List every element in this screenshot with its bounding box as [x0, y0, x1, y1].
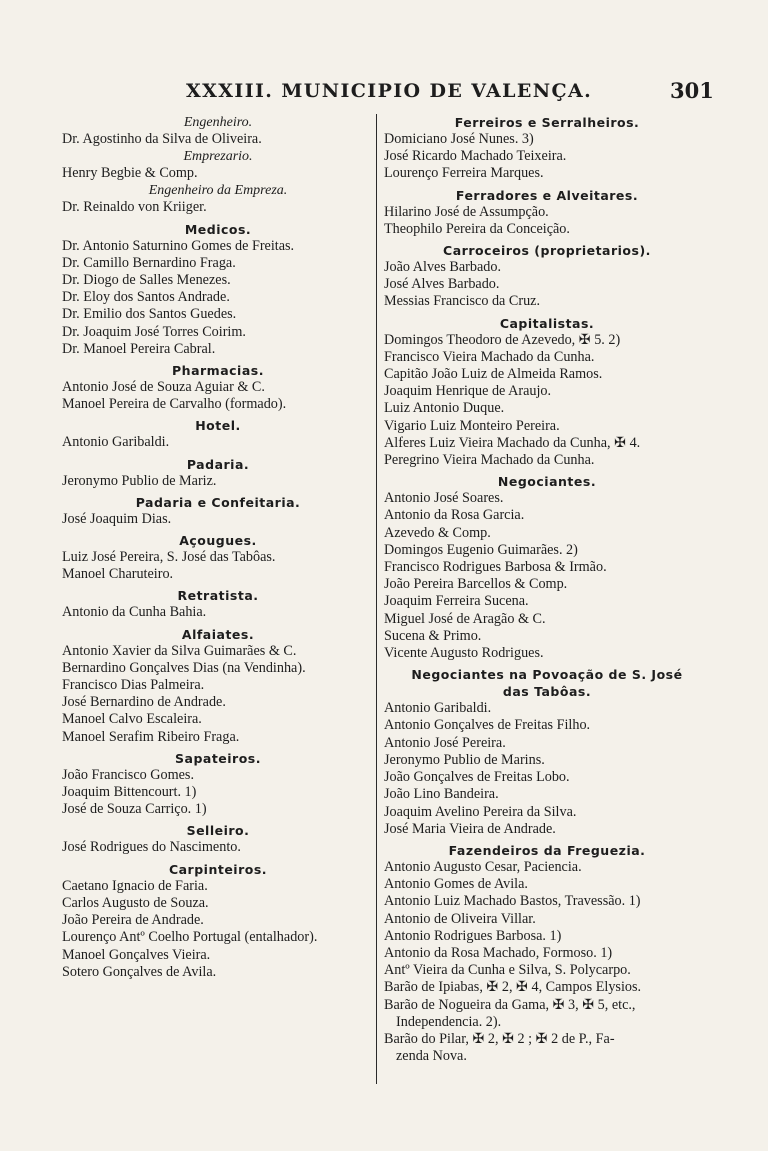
list-item: Francisco Rodrigues Barbosa & Irmão.: [384, 559, 607, 576]
section-heading-continued: das Tabôas.: [502, 684, 592, 700]
list-item: José de Souza Carriço. 1): [62, 801, 207, 818]
section-retratista: [62, 587, 374, 621]
list-item: Joaquim Avelino Pereira da Silva.: [384, 803, 577, 820]
list-item: Antonio Augusto Cesar, Paciencia.: [384, 858, 582, 875]
list-item: Messias Francisco da Cruz.: [384, 293, 541, 310]
list-item-continued: zenda Nova.: [396, 1048, 467, 1065]
list-item: Dr. Agostinho da Silva de Oliveira.: [62, 131, 262, 147]
list-item: Luiz José Pereira, S. José das Tabôas.: [62, 549, 276, 566]
list-item: Luiz Antonio Duque.: [384, 400, 505, 417]
list-item: Antonio José de Souza Aguiar & C.: [62, 379, 265, 396]
list-item: João Francisco Gomes.: [62, 766, 194, 783]
list-item: Caetano Ignacio de Faria.: [62, 877, 208, 894]
section-ferradores: [384, 187, 710, 238]
section-capitalistas: [384, 315, 710, 470]
list-item: João Lino Bandeira.: [384, 786, 499, 803]
list-item: Alferes Luiz Vieira Machado da Cunha, ✠ 4.: [384, 434, 641, 451]
list-item: João Alves Barbado.: [384, 259, 502, 276]
section-negociantes: [384, 473, 710, 662]
list-item: Antonio Rodrigues Barbosa. 1): [384, 927, 562, 944]
list-item: Antonio Garibaldi.: [384, 700, 492, 717]
section-heading: Pharmacias.: [172, 363, 264, 379]
list-item: Peregrino Vieira Machado da Cunha.: [384, 452, 595, 469]
list-item: Miguel José de Aragão & C.: [384, 610, 546, 627]
list-item: Dr. Camillo Bernardino Fraga.: [62, 254, 236, 271]
list-item: José Rodrigues do Nascimento.: [62, 839, 241, 856]
list-item: Theophilo Pereira da Conceição.: [384, 220, 570, 237]
list-item: Dr. Joaquim José Torres Coirim.: [62, 323, 246, 340]
list-item: Antonio Gonçalves de Freitas Filho.: [384, 717, 591, 734]
list-item: Antº Vieira da Cunha e Silva, S. Polycarpo.: [384, 962, 631, 979]
section-padaria: [62, 456, 374, 490]
list-item: João Pereira Barcellos & Comp.: [384, 576, 568, 593]
list-item: Barão do Pilar, ✠ 2, ✠ 2 ; ✠ 2 de P., Fa-: [384, 1030, 615, 1047]
section-carroceiros: [384, 242, 710, 311]
section-engenheiro: [62, 114, 374, 148]
list-item: Dr. Emilio dos Santos Guedes.: [62, 306, 237, 323]
list-item: José Alves Barbado.: [384, 276, 500, 293]
list-item: Capitão João Luiz de Almeida Ramos.: [384, 366, 603, 383]
section-sapateiros: [62, 750, 374, 819]
list-item: José Maria Vieira de Andrade.: [384, 820, 556, 837]
list-item: Antonio de Oliveira Villar.: [384, 910, 536, 927]
list-item: Antonio da Rosa Garcia.: [384, 507, 525, 524]
list-item: Manoel Calvo Escaleira.: [62, 711, 202, 728]
section-heading: Carroceiros (proprietarios).: [443, 243, 651, 259]
section-heading: Ferreiros e Serralheiros.: [454, 115, 640, 130]
list-item: Manoel Serafim Ribeiro Fraga.: [62, 728, 240, 745]
section-heading: Negociantes.: [497, 474, 597, 490]
list-item: Domiciano José Nunes. 3): [384, 131, 534, 147]
list-item: Dr. Manoel Pereira Cabral.: [62, 340, 216, 357]
section-pharmacias: [62, 362, 374, 413]
list-item: Sucena & Primo.: [384, 627, 482, 644]
section-heading: Sapateiros.: [175, 750, 261, 766]
list-item: Domingos Eugenio Guimarães. 2): [384, 541, 578, 558]
list-item: Antonio Gomes de Avila.: [384, 876, 528, 893]
list-item: Dr. Diogo de Salles Menezes.: [62, 272, 231, 289]
list-item: Antonio da Rosa Machado, Formoso. 1): [384, 944, 613, 961]
list-item: Joaquim Bittencourt. 1): [62, 784, 197, 801]
list-item: Jeronymo Publio de Mariz.: [62, 472, 217, 489]
running-title: XXXIII. MUNICIPIO DE VALENÇA.: [186, 80, 593, 102]
section-negociantes-povoacao: [384, 666, 710, 838]
column-divider: [376, 114, 377, 1084]
list-item: Jeronymo Publio de Marins.: [384, 751, 545, 768]
section-ferreiros: [384, 114, 710, 183]
list-item: Francisco Vieira Machado da Cunha.: [384, 348, 595, 365]
list-item: Manoel Gonçalves Vieira.: [62, 946, 211, 963]
section-heading: Alfaiates.: [181, 626, 255, 642]
section-engenheiro-empreza: [62, 182, 374, 216]
list-item: Lourenço Antº Coelho Portugal (entalhador).: [62, 929, 318, 946]
list-item: Joaquim Ferreira Sucena.: [384, 593, 529, 610]
list-item-continued: Independencia. 2).: [396, 1013, 502, 1030]
page-header: [0, 80, 768, 110]
list-item: Azevedo & Comp.: [384, 524, 491, 541]
list-item: Dr. Eloy dos Santos Andrade.: [62, 289, 230, 306]
section-heading: Açougues.: [179, 533, 257, 549]
section-emprezario: [62, 148, 374, 182]
section-heading: Hotel.: [195, 418, 241, 434]
list-item: Bernardino Gonçalves Dias (na Vendinha).: [62, 659, 306, 676]
section-heading: Fazendeiros da Freguezia.: [448, 842, 646, 858]
section-alfaiates: [62, 626, 374, 746]
section-heading: Emprezario.: [183, 149, 253, 165]
list-item: Vicente Augusto Rodrigues.: [384, 645, 544, 662]
list-item: Barão de Nogueira da Gama, ✠ 3, ✠ 5, etc.,: [384, 996, 636, 1013]
list-item: Vigario Luiz Monteiro Pereira.: [384, 417, 560, 434]
list-item: Henry Begbie & Comp.: [62, 165, 198, 182]
section-heading: Capitalistas.: [499, 315, 595, 331]
page-number: 301: [670, 78, 714, 103]
section-hotel: [62, 417, 374, 451]
list-item: Antonio José Soares.: [384, 490, 504, 507]
list-item: Antonio da Cunha Bahia.: [62, 604, 207, 621]
section-heading: Ferradores e Alveitares.: [455, 187, 639, 203]
left-column: [62, 114, 374, 981]
section-medicos: [62, 221, 374, 358]
list-item: Antonio Garibaldi.: [62, 434, 170, 451]
list-item: Dr. Antonio Saturnino Gomes de Freitas.: [62, 237, 295, 254]
list-item: Joaquim Henrique de Araujo.: [384, 383, 552, 400]
list-item: Domingos Theodoro de Azevedo, ✠ 5. 2): [384, 331, 621, 348]
list-item: Manoel Pereira de Carvalho (formado).: [62, 396, 287, 413]
list-item: Antonio Xavier da Silva Guimarães & C.: [62, 642, 297, 659]
section-heading: Carpinteiros.: [168, 861, 268, 877]
list-item: João Pereira de Andrade.: [62, 912, 204, 929]
list-item: Sotero Gonçalves de Avila.: [62, 963, 217, 980]
section-heading: Medicos.: [184, 221, 252, 237]
list-item: José Ricardo Machado Teixeira.: [384, 148, 567, 165]
section-heading: Padaria.: [186, 456, 250, 472]
list-item: José Bernardino de Andrade.: [62, 694, 226, 711]
section-fazendeiros: [384, 842, 710, 1065]
section-selleiro: [62, 822, 374, 856]
list-item: Antonio Luiz Machado Bastos, Travessão. 1): [384, 893, 641, 910]
list-item: Carlos Augusto de Souza.: [62, 894, 209, 911]
section-heading: Engenheiro.: [183, 115, 253, 130]
list-item: Antonio José Pereira.: [384, 734, 506, 751]
list-item: Francisco Dias Palmeira.: [62, 677, 205, 694]
section-heading: Retratista.: [177, 588, 259, 604]
list-item: Lourenço Ferreira Marques.: [384, 165, 544, 182]
section-carpinteiros: [62, 861, 374, 981]
list-item: João Gonçalves de Freitas Lobo.: [384, 769, 570, 786]
right-column: [384, 114, 710, 1065]
section-heading: Engenheiro da Empreza.: [148, 183, 288, 199]
list-item: Hilarino José de Assumpção.: [384, 203, 549, 220]
section-heading: Padaria e Confeitaria.: [135, 494, 301, 510]
list-item: Barão de Ipiabas, ✠ 2, ✠ 4, Campos Elysios.: [384, 979, 642, 996]
list-item: Dr. Reinaldo von Kriiger.: [62, 199, 207, 216]
list-item: Manoel Charuteiro.: [62, 566, 174, 583]
section-padaria-confeitaria: [62, 494, 374, 528]
list-item: José Joaquim Dias.: [62, 510, 172, 527]
section-heading: Negociantes na Povoação de S. José: [411, 667, 683, 683]
section-acougues: [62, 532, 374, 583]
section-heading: Selleiro.: [186, 823, 250, 839]
